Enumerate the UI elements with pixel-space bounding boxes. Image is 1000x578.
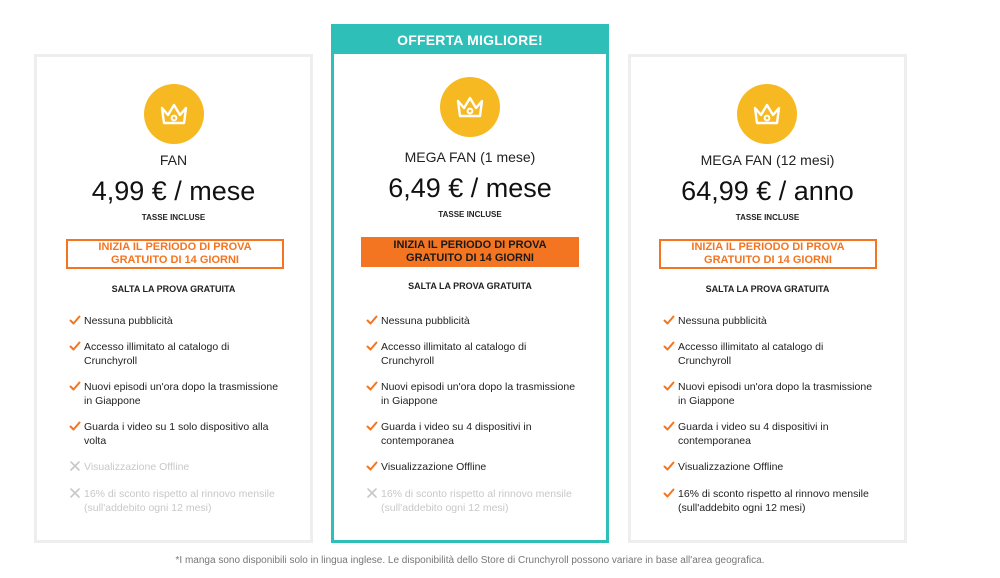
check-icon bbox=[366, 314, 378, 328]
feature-text: Accesso illimitato al catalogo di Crunchyroll bbox=[84, 341, 230, 367]
start-trial-button[interactable] bbox=[659, 239, 877, 269]
feature-text: Guarda i video su 4 dispositivi in contemporanea bbox=[678, 421, 829, 447]
plan-card-mega-fan-1-month bbox=[331, 54, 609, 543]
feature-text: 16% di sconto rispetto al rinnovo mensile (sull'addebito ogni 12 mesi) bbox=[678, 488, 869, 514]
cta-line-2: GRATUITO DI 14 GIORNI bbox=[406, 252, 534, 264]
skip-trial-link[interactable]: SALTA LA PROVA GRATUITA bbox=[705, 284, 830, 294]
feature-text: Nessuna pubblicità bbox=[381, 315, 470, 327]
footnote: *I manga sono disponibili solo in lingua inglese. Le disponibilità dello Store di Crunchyroll possono variare in base all'area geografica. bbox=[175, 555, 765, 566]
cross-icon bbox=[69, 487, 81, 501]
start-trial-button[interactable] bbox=[66, 239, 284, 269]
best-offer-banner: OFFERTA MIGLIORE! bbox=[331, 24, 609, 56]
feature-text: 16% di sconto rispetto al rinnovo mensile (sull'addebito ogni 12 mesi) bbox=[84, 488, 275, 514]
crown-icon bbox=[144, 84, 204, 144]
plan-card-fan bbox=[34, 54, 313, 543]
check-icon bbox=[366, 380, 378, 394]
plan-name: MEGA FAN (1 mese) bbox=[404, 149, 536, 165]
tax-note: TASSE INCLUSE bbox=[141, 213, 206, 222]
cta-line-2: GRATUITO DI 14 GIORNI bbox=[111, 254, 239, 266]
check-icon bbox=[366, 340, 378, 354]
start-trial-button[interactable] bbox=[361, 237, 579, 267]
check-icon bbox=[663, 460, 675, 474]
plan-card-mega-fan-12-months bbox=[628, 54, 907, 543]
skip-trial-link[interactable]: SALTA LA PROVA GRATUITA bbox=[111, 284, 236, 294]
tax-note: TASSE INCLUSE bbox=[735, 213, 800, 222]
cta-line-2: GRATUITO DI 14 GIORNI bbox=[704, 254, 832, 266]
cta-line-1: INIZIA IL PERIODO DI PROVA bbox=[393, 239, 547, 251]
check-icon bbox=[366, 420, 378, 434]
feature-text: Visualizzazione Offline bbox=[678, 461, 784, 473]
feature-text: Nessuna pubblicità bbox=[84, 315, 173, 327]
check-icon bbox=[69, 314, 81, 328]
plan-price: 4,99 € / mese bbox=[91, 176, 256, 206]
feature-text: 16% di sconto rispetto al rinnovo mensile (sull'addebito ogni 12 mesi) bbox=[381, 488, 572, 514]
plan-name: FAN bbox=[159, 152, 188, 168]
cta-line-1: INIZIA IL PERIODO DI PROVA bbox=[98, 241, 252, 253]
feature-text: Guarda i video su 4 dispositivi in contemporanea bbox=[381, 421, 532, 447]
check-icon bbox=[69, 340, 81, 354]
plan-price: 6,49 € / mese bbox=[388, 173, 552, 203]
feature-text: Guarda i video su 1 solo dispositivo alla volta bbox=[84, 421, 269, 447]
plan-name: MEGA FAN (12 mesi) bbox=[700, 152, 835, 168]
skip-trial-link[interactable]: SALTA LA PROVA GRATUITA bbox=[408, 281, 532, 291]
feature-text: Accesso illimitato al catalogo di Crunchyroll bbox=[678, 341, 824, 367]
check-icon bbox=[663, 487, 675, 501]
check-icon bbox=[69, 380, 81, 394]
check-icon bbox=[663, 380, 675, 394]
feature-text: Nuovi episodi un'ora dopo la trasmissione in Giappone bbox=[678, 381, 873, 407]
check-icon bbox=[69, 420, 81, 434]
feature-text: Nuovi episodi un'ora dopo la trasmissione in Giappone bbox=[381, 381, 576, 407]
feature-text: Nuovi episodi un'ora dopo la trasmissione in Giappone bbox=[84, 381, 279, 407]
feature-text: Accesso illimitato al catalogo di Crunchyroll bbox=[381, 341, 527, 367]
plan-price: 64,99 € / anno bbox=[681, 176, 854, 206]
cross-icon bbox=[366, 487, 378, 501]
tax-note: TASSE INCLUSE bbox=[438, 210, 502, 219]
check-icon bbox=[366, 460, 378, 474]
feature-text: Visualizzazione Offline bbox=[84, 461, 190, 473]
cta-line-1: INIZIA IL PERIODO DI PROVA bbox=[691, 241, 845, 253]
check-icon bbox=[663, 420, 675, 434]
check-icon bbox=[663, 340, 675, 354]
crown-icon bbox=[440, 77, 500, 137]
crown-icon bbox=[737, 84, 797, 144]
check-icon bbox=[663, 314, 675, 328]
feature-text: Visualizzazione Offline bbox=[381, 461, 487, 473]
cross-icon bbox=[69, 460, 81, 474]
feature-text: Nessuna pubblicità bbox=[678, 315, 767, 327]
